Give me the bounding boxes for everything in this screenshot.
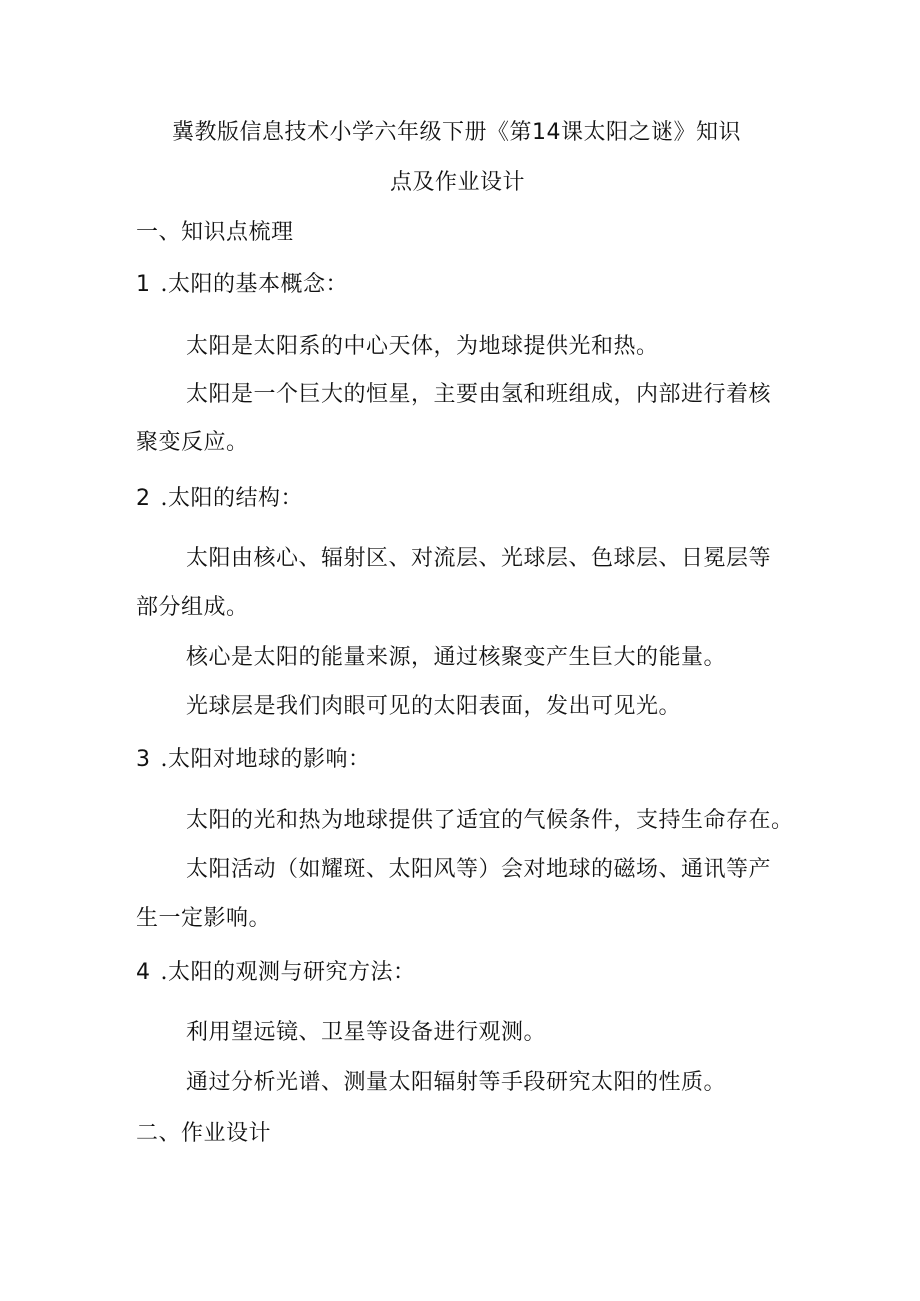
item-heading-text: .太阳的观测与研究方法：	[160, 960, 416, 985]
paragraph-line: 聚变反应。	[136, 430, 249, 455]
item-heading-text: .太阳对地球的影响：	[160, 747, 371, 772]
section-heading-knowledge: 一、知识点梳理	[136, 220, 294, 245]
paragraph-line: 太阳是太阳系的中心天体，为地球提供光和热。	[186, 334, 659, 359]
item-heading-4	[136, 958, 416, 988]
item-number: 2	[136, 486, 151, 511]
paragraph-line: 光球层是我们肉眼可见的太阳表面，发出可见光。	[186, 694, 682, 719]
title-line-2: 点及作业设计	[390, 170, 526, 195]
item-number: 1	[136, 272, 151, 297]
paragraph-line: 太阳活动（如耀斑、太阳风等）会对地球的磁场、通讯等产	[186, 857, 772, 882]
section-heading-homework: 二、作业设计	[136, 1121, 272, 1146]
paragraph-line: 太阳由核心、辐射区、对流层、光球层、色球层、日冕层等	[186, 546, 772, 571]
paragraph-line: 太阳的光和热为地球提供了适宜的气候条件，支持生命存在。	[186, 808, 794, 833]
paragraph-line: 核心是太阳的能量来源，通过核聚变产生巨大的能量。	[186, 645, 727, 670]
item-heading-3	[136, 745, 371, 775]
item-heading-text: .太阳的结构：	[160, 486, 303, 511]
paragraph-line: 生一定影响。	[136, 906, 272, 931]
item-number: 3	[136, 747, 151, 772]
item-number: 4	[136, 960, 151, 985]
paragraph-line: 通过分析光谱、测量太阳辐射等手段研究太阳的性质。	[186, 1070, 727, 1095]
title-line-1: 冀教版信息技术小学六年级下册《第14课太阳之谜》知识	[172, 120, 741, 145]
paragraph-line: 利用望远镜、卫星等设备进行观测。	[186, 1020, 547, 1045]
item-heading-text: .太阳的基本概念：	[160, 272, 348, 297]
item-heading-2	[136, 484, 303, 514]
paragraph-line: 部分组成。	[136, 595, 249, 620]
paragraph-line: 太阳是一个巨大的恒星，主要由氢和班组成，内部进行着核	[186, 382, 772, 407]
item-heading-1	[136, 270, 348, 300]
